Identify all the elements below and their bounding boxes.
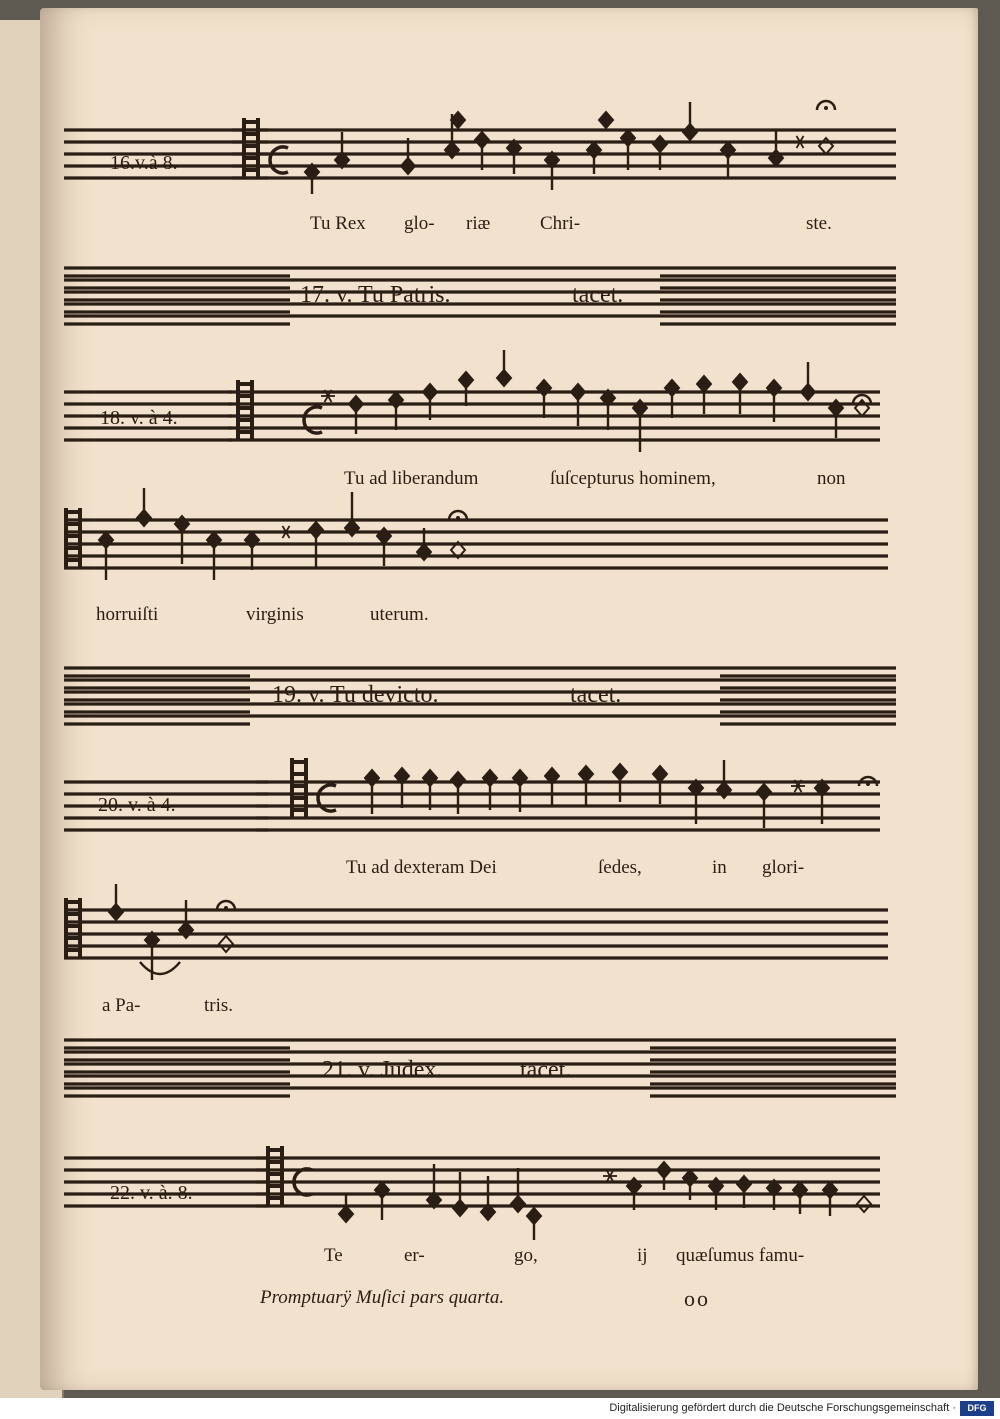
clef-rung: [242, 132, 260, 136]
verse-18-lyric: horruiſti: [96, 604, 159, 625]
clef-rung: [64, 558, 82, 562]
verse-21-label: 21. v. Judex.: [322, 1057, 443, 1083]
note-head: [527, 1208, 541, 1224]
note-head: [511, 1196, 525, 1212]
clef-rung: [266, 1160, 284, 1164]
clef-rung: [266, 1172, 284, 1176]
verse-22-lyric: go,: [514, 1245, 538, 1266]
clef-rung: [236, 382, 254, 386]
verse-20-lyric: in: [712, 857, 727, 878]
verse-20-lyric: glori-: [762, 857, 805, 878]
note-head: [613, 764, 627, 780]
note-head: [801, 384, 815, 400]
mensuration-sign: [270, 147, 288, 173]
note-head: [339, 1206, 353, 1222]
note-head: [733, 374, 747, 390]
note-head: [459, 372, 473, 388]
note-head: [445, 142, 459, 158]
clef-rung: [290, 760, 308, 764]
note-head: [137, 510, 151, 526]
verse-16-lyric: riæ: [466, 213, 491, 234]
verse-16-lyric: ste.: [806, 213, 832, 234]
clef-rung: [266, 1184, 284, 1188]
verse-18-label: 18. v. à 4.: [100, 407, 178, 429]
note-head: [571, 384, 585, 400]
note-head: [653, 136, 667, 152]
verse-20-lyric: Tu ad dexteram Dei: [346, 857, 497, 878]
verse-21-tacet: tacet.: [520, 1057, 572, 1083]
clef-rung: [236, 394, 254, 398]
note-head: [109, 904, 123, 920]
note-head: [599, 112, 613, 128]
verse-16-label: 16.v.à 8.: [110, 152, 178, 174]
verse-22-lyric: quæſumus famu-: [676, 1245, 805, 1266]
fermata-dot: [224, 906, 228, 910]
note-head: [423, 384, 437, 400]
verse-16-lyric: Tu Rex: [310, 213, 366, 234]
signature-line: Promptuarÿ Muſici pars quarta.: [260, 1287, 505, 1308]
tie-slur: [140, 962, 180, 974]
verse-22-lyric: er-: [404, 1245, 425, 1266]
note-head: [219, 936, 233, 952]
verse-22-lyric: Te: [324, 1245, 343, 1266]
note-head: [475, 132, 489, 148]
verse-16-lyric: glo-: [404, 213, 435, 234]
fermata-dot: [824, 106, 828, 110]
note-head: [453, 1200, 467, 1216]
verse-18-lyric: uterum.: [370, 604, 429, 625]
clef-rung: [242, 144, 260, 148]
note-head: [401, 158, 415, 174]
clef-rung: [290, 784, 308, 788]
verse-22-lyric: ij: [637, 1245, 648, 1266]
note-head: [857, 1196, 871, 1212]
verse-20-lyric: tris.: [204, 995, 234, 1016]
note-head: [721, 142, 735, 158]
clef-rung: [64, 522, 82, 526]
verse-16-lyric: Chri-: [540, 213, 581, 234]
clef-rung: [236, 406, 254, 410]
note-head: [621, 130, 635, 146]
clef-rung: [64, 510, 82, 514]
fermata-dot: [456, 516, 460, 520]
clef-rung: [242, 120, 260, 124]
clef-rung: [290, 772, 308, 776]
clef-rung: [64, 924, 82, 928]
clef-rung: [290, 796, 308, 800]
clef-rung: [64, 948, 82, 952]
clef-rung: [236, 418, 254, 422]
verse-18-lyric: Tu ad liberandum: [344, 468, 479, 489]
note-head: [697, 376, 711, 392]
credit-text: Digitalisierung gefördert durch die Deutsche Forschungsgemeinschaft ·: [609, 1402, 956, 1414]
verse-22-label: 22. v. à. 8.: [110, 1182, 193, 1204]
note-head: [349, 396, 363, 412]
verse-20-lyric: a Pa-: [102, 995, 141, 1016]
note-head: [757, 784, 771, 800]
verse-18-lyric: ſuſcepturus hominem,: [550, 468, 716, 489]
dfg-logo: DFG: [960, 1401, 994, 1416]
clef-rung: [266, 1196, 284, 1200]
note-head: [579, 766, 593, 782]
clef-rung: [242, 156, 260, 160]
note-head: [653, 766, 667, 782]
clef-rung: [266, 1148, 284, 1152]
verse-17-label: 17. v. Tu Patris.: [300, 282, 451, 308]
verse-18-lyric: virginis: [246, 604, 304, 625]
note-head: [737, 1176, 751, 1192]
verse-19-tacet: tacet.: [570, 682, 622, 708]
verse-19-label: 19. v. Tu devicto.: [272, 682, 439, 708]
fermata-dot: [866, 782, 870, 786]
clef-rung: [64, 534, 82, 538]
verse-18-lyric: non: [817, 468, 846, 489]
note-head: [451, 772, 465, 788]
verse-17-tacet: tacet.: [572, 282, 624, 308]
clef-rung: [64, 900, 82, 904]
clef-rung: [64, 912, 82, 916]
note-head: [309, 522, 323, 538]
note-head: [497, 370, 511, 386]
note-head: [657, 1162, 671, 1178]
clef-rung: [64, 546, 82, 550]
page-mark: oo: [684, 1286, 710, 1311]
note-head: [683, 124, 697, 140]
verse-20-label: 20. v. à 4.: [98, 794, 176, 816]
verse-20-lyric: ſedes,: [598, 857, 642, 878]
note-head: [587, 142, 601, 158]
clef-rung: [64, 936, 82, 940]
clef-rung: [242, 168, 260, 172]
credit-bar: [0, 1398, 1000, 1419]
clef-rung: [236, 430, 254, 434]
clef-rung: [290, 808, 308, 812]
